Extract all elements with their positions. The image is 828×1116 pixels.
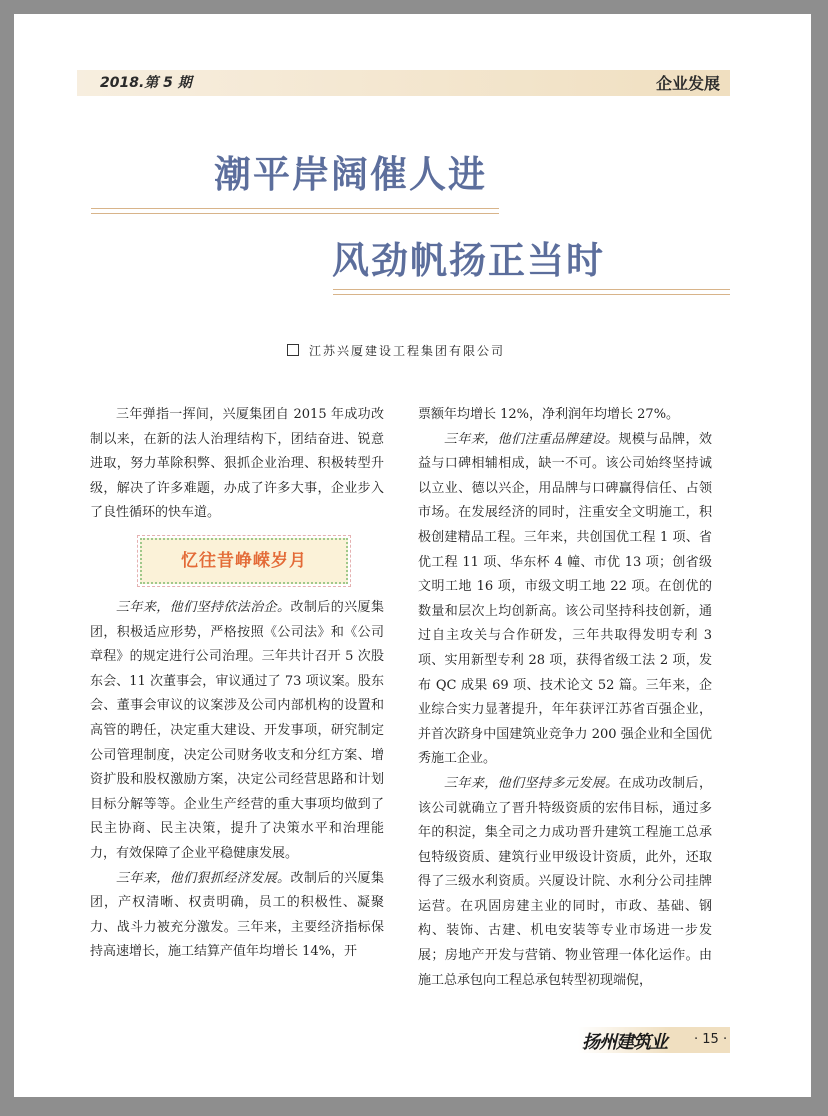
magazine-logo: 扬州建筑业 (582, 1032, 667, 1053)
article-title-line1: 潮平岸阔催人进 (214, 153, 487, 196)
paragraph-lead: 三年来，他们坚持多元发展。 (444, 775, 619, 791)
left-column (90, 403, 384, 965)
subhead-wrap (90, 526, 384, 596)
paragraph-lead: 三年来，他们注重品牌建设。 (444, 431, 619, 447)
issue-label: 2018.第 5 期 (100, 75, 192, 91)
section-name: 企业发展 (655, 74, 720, 93)
paragraph-brand (418, 428, 712, 772)
checkbox-square-icon (287, 344, 299, 356)
intro-paragraph: 三年弹指一挥间，兴厦集团自 2015 年成功改制以来，在新的法人治理结构下，团结奋进、锐意进取，努力革除积弊、狠抓企业治理、积极转型升级，解决了许多难题，办成了许多大事，企业步入了良性循环的快车道。 (90, 407, 384, 521)
paragraph-economy (90, 867, 384, 965)
paragraph-body: 在成功改制后，该公司就确立了晋升特级资质的宏伟目标，通过多年的积淀，集全司之力成功晋升建筑工程施工总承包特级资质、建筑行业甲级设计资质，此外，还取得了三级水利资质。兴厦设计院、水利分公司挂牌运营。在巩固房建主业的同时，市政、基础、钢构、装饰、古建、机电安装等专业市场进一步发展；房地产开发与营销、物业管理一体化运作。由施工总承包向工程总承包转型初现端倪， (418, 775, 712, 988)
paragraph-lead: 三年来，他们狠抓经济发展。 (116, 870, 291, 886)
subhead-box (140, 538, 348, 584)
paragraph-rule-of-law (90, 596, 384, 867)
subhead-text: 忆往昔峥嵘岁月 (181, 550, 307, 571)
page-number: · 15 · (694, 1032, 728, 1047)
paragraph-lead: 三年来，他们坚持依法治企。 (116, 599, 291, 615)
article-title-line2: 风劲帆扬正当时 (332, 239, 605, 282)
title-rule-2 (333, 289, 730, 295)
paragraph-body: 规模与品牌，效益与口碑相辅相成，缺一不可。该公司始终坚持诚以立业、德以兴企，用品牌与口碑赢得信任、占领市场。在发展经济的同时，注重安全文明施工，积极创建精品工程。三年来，共创国优工程 1 项、省优工程 11 项、华东杯 4 幢、市优 13 项；创省级文明工地 16 项，市级文明工地 22 项。在创优的数量和层次上均创新高。该公司坚持科技创新，通过自主攻关与合作研发，三年共取得发明专利 3 项、实用新型专利 28 项，获得省级工法 2 项，发布 QC 成果 69 项、技术论文 52 篇。三年来，企业综合实力显著提升，年年获评江苏省百强企业，并首次跻身中国建筑业竞争力 200 强企业和全国优秀施工企业。 (418, 431, 712, 767)
paragraph-body: 改制后的兴厦集团，产权清晰、权责明确，员工的积极性、凝聚力、战斗力被充分激发。三年来，主要经济指标保持高速增长，施工结算产值年均增长 14%，开 (90, 870, 384, 960)
paragraph-economy-continued: 票额年均增长 12%，净利润年均增长 27%。 (418, 407, 680, 422)
paragraph-diversification (418, 772, 712, 993)
right-column (418, 403, 712, 993)
author-line (287, 342, 505, 359)
paragraph-body: 改制后的兴厦集团，积极适应形势，严格按照《公司法》和《公司章程》的规定进行公司治理。三年共计召开 5 次股东会、11 次董事会，审议通过了 73 项议案。股东会、董事会审议的议案涉及公司内部机构的设置和高管的聘任，决定重大建设、开发事项，研究制定公司管理制度，决定公司财务收支和分红方案、增资扩股和股权激励方案，决定公司经营思路和计划目标分解等等。企业生产经营的重大事项均做到了民主协商、民主决策，提升了决策水平和治理能力，有效保障了企业平稳健康发展。 (90, 599, 384, 861)
title-rule-1 (91, 208, 499, 214)
author-name: 江苏兴厦建设工程集团有限公司 (309, 344, 506, 358)
